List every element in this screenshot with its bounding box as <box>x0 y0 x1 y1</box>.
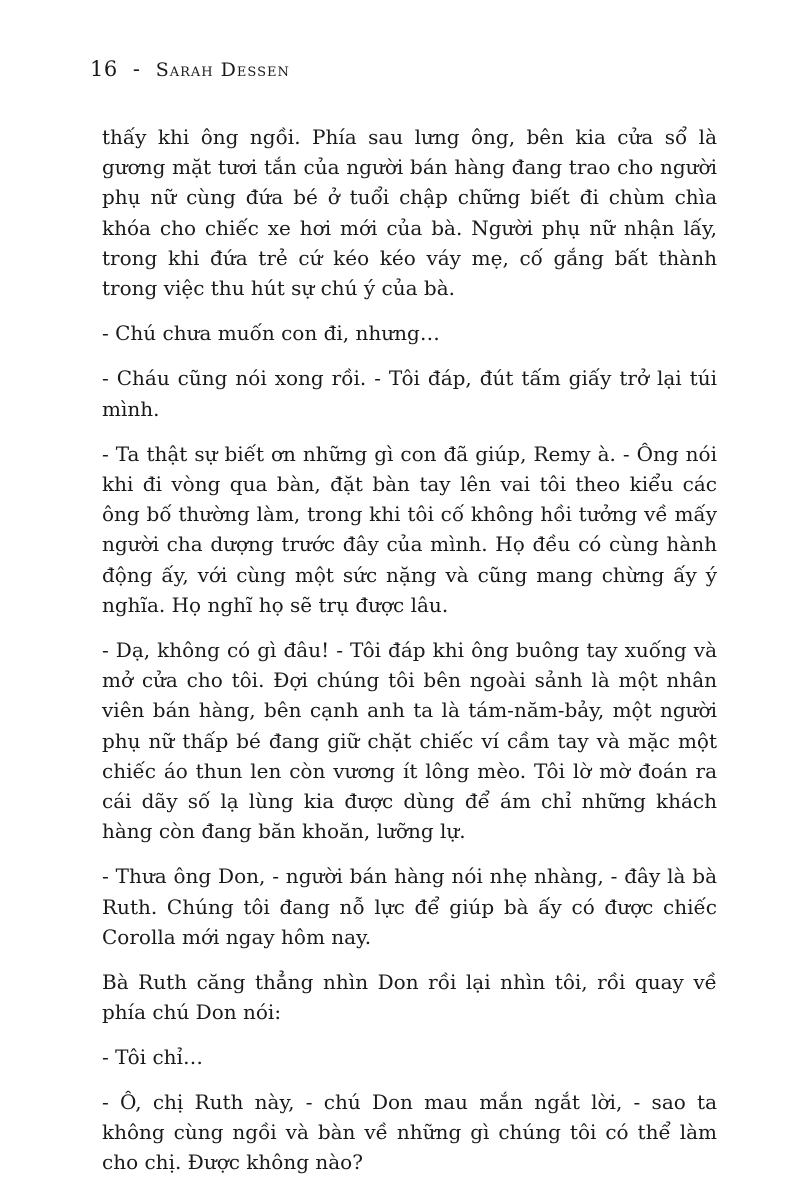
body-text <box>102 122 717 1192</box>
paragraph: - Cháu cũng nói xong rồi. - Tôi đáp, đút tấm giấy trở lại túi mình. <box>102 366 717 421</box>
paragraph: Bà Ruth căng thẳng nhìn Don rồi lại nhìn tôi, rồi quay về phía chú Don nói: <box>102 970 717 1025</box>
paragraph: - Dạ, không có gì đâu! - Tôi đáp khi ông buông tay xuống và mở cửa cho tôi. Đợi chúng tôi bên ngoài sảnh là một nhân viên bán hàng, bên cạnh anh ta là tám-năm-bảy, một người phụ nữ thấp bé đang giữ chặt chiếc ví cầm tay và mặc một chiếc áo thun len còn vương ít lông mèo. Tôi lờ mờ đoán ra cái dãy số lạ lùng kia được dùng để ám chỉ những khách hàng còn đang băn khoăn, lưỡng lự. <box>102 638 717 844</box>
paragraph: - Ta thật sự biết ơn những gì con đã giúp, Remy à. - Ông nói khi đi vòng qua bàn, đặt bàn tay lên vai tôi theo kiểu các ông bố thường làm, trong khi tôi cố không hồi tưởng về mấy người cha dượng trước đây của mình. Họ đều có cùng hành động ấy, với cùng một sức nặng và cũng mang chừng ấy ý nghĩa. Họ nghĩ họ sẽ trụ được lâu. <box>102 441 717 617</box>
paragraph: - Thưa ông Don, - người bán hàng nói nhẹ nhàng, - đây là bà Ruth. Chúng tôi đang nỗ lực để giúp bà ấy có được chiếc Corolla mới ngay hôm nay. <box>102 864 717 949</box>
paragraph: thấy khi ông ngồi. Phía sau lưng ông, bên kia cửa sổ là gương mặt tươi tắn của người bán hàng đang trao cho người phụ nữ cùng đứa bé ở tuổi chập chững biết đi chùm chìa khóa cho chiếc xe hơi mới của bà. Người phụ nữ nhận lấy, trong khi đứa trẻ cứ kéo kéo váy mẹ, cố gắng bất thành trong việc thu hút sự chú ý của bà. <box>102 125 717 301</box>
paragraph: - Ô, chị Ruth này, - chú Don mau mắn ngắt lời, - sao ta không cùng ngồi và bàn về những gì chúng tôi có thể làm cho chị. Được không nào? <box>102 1089 717 1175</box>
paragraph: - Chú chưa muốn con đi, nhưng… <box>102 321 440 346</box>
running-head <box>90 57 290 81</box>
author-name: Sarah Dessen <box>155 59 290 81</box>
paragraph: - Tôi chỉ… <box>102 1045 203 1070</box>
header-separator: - <box>132 57 141 81</box>
page-number: 16 <box>90 57 118 81</box>
